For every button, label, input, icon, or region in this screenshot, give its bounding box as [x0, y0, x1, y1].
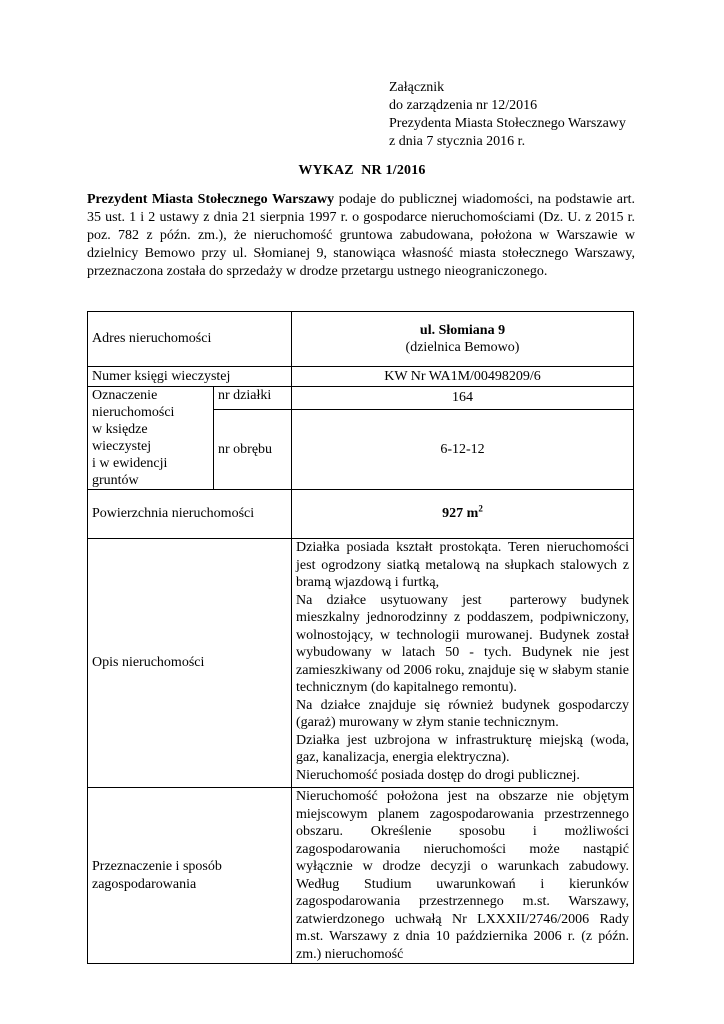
description-paragraph-1: Działka posiada kształt prostokąta. Teren nieruchomości jest ogrodzony siatką metalową na słupkach stalowych z bramą wjazdową i furtką, [296, 540, 629, 590]
description-value [292, 539, 634, 788]
table-row-address [88, 312, 634, 367]
purpose-label-line-1: Przeznaczenie i sposób [92, 859, 222, 874]
land-register-value: KW Nr WA1M/00498209/6 [292, 367, 634, 387]
description-paragraph-2: Na działce usytuowany jest parterowy budynek mieszkalny jednorodzinny z poddaszem, podpiwniczony, wolnostojący, w technologii murowanej. Budynek został wybudowany w latach 50 - tych. Budynek nie jest zamieszkiwany od 2006 roku, znajduje się w słabym stanie technicznym (do kapitalnego remontu). [296, 592, 633, 695]
purpose-value: Nieruchomość położona jest na obszarze nie objętym miejscowym planem zagospodarowania przestrzennego obszaru. Określenie sposobu i możliwości zagospodarowania nieruchomości może nastąpić wyłącznie w drodze decyzji o warunkach zabudowy. Według Studium uwarunkowań i kierunków zagospodarowania przestrzennego m.st. Warszawy, zatwierdzonego uchwałą Nr LXXXII/2746/2006 Rady m.st. Warszawy z dnia 10 października 2006 r. (z późn. zm.) nieruchomość [292, 788, 634, 964]
table-row-area [88, 490, 634, 539]
description-paragraph-4: Działka jest uzbrojona w infrastrukturę miejską (woda, gaz, kanalizacja, energia elektryczna). [296, 732, 629, 765]
intro-lead: Prezydent Miasta Stołecznego Warszawy [87, 192, 335, 207]
description-paragraph-3: Na działce znajduje się również budynek gospodarczy (garaż) murowany w złym stanie technicznym. [296, 697, 629, 730]
designation-label-line-5: gruntów [92, 473, 139, 488]
description-paragraph-5: Nieruchomość posiada dostęp do drogi publicznej. [296, 767, 580, 783]
designation-label-line-4: i w ewidencji [92, 456, 168, 471]
table-row-land-register [88, 367, 634, 387]
land-register-label: Numer księgi wieczystej [88, 367, 292, 387]
address-street: ul. Słomiana 9 [419, 322, 506, 338]
document-title: WYKAZ NR 1/2016 [298, 163, 426, 178]
precinct-value: 6-12-12 [292, 409, 634, 489]
attachment-header [389, 79, 626, 151]
designation-label-line-2: nieruchomości [92, 405, 175, 420]
attachment-line-2: do zarządzenia nr 12/2016 [389, 98, 538, 113]
area-value: 927 m [442, 506, 479, 522]
attachment-line-3: Prezydenta Miasta Stołecznego Warszawy [389, 116, 626, 131]
intro-text: podaje do publicznej wiadomości, na podstawie art. 35 ust. 1 i 2 ustawy z dnia 21 sierpnia 1997 r. o gospodarce nieruchomościami (Dz. U. z 2015 r. poz. 782 z późn. zm.), że nieruchomość gruntowa zabudowana, położona w Warszawie w dzielnicy Bemowo przy ul. Słomianej 9, stanowiąca własność miasta stołecznego Warszawy, przeznaczona została do sprzedaży w drodze przetargu ustnego nieograniczonego. [87, 192, 635, 279]
table-row-plot [88, 387, 634, 410]
plot-label: nr działki [214, 387, 292, 410]
designation-label-line-3: w księdze wieczystej [92, 422, 152, 454]
property-table [87, 311, 634, 964]
address-value [292, 312, 634, 367]
purpose-label [88, 788, 292, 964]
plot-value: 164 [292, 387, 634, 410]
designation-label-line-1: Oznaczenie [92, 388, 158, 403]
description-label: Opis nieruchomości [88, 539, 292, 788]
attachment-line-1: Załącznik [389, 80, 445, 95]
intro-paragraph [87, 191, 635, 281]
address-district: (dzielnica Bemowo) [405, 340, 520, 355]
table-row-purpose [88, 788, 634, 964]
table-row-description [88, 539, 634, 788]
precinct-label: nr obrębu [214, 409, 292, 489]
area-label: Powierzchnia nieruchomości [88, 490, 292, 539]
area-value-cell [292, 490, 634, 539]
attachment-line-4: z dnia 7 stycznia 2016 r. [389, 134, 526, 149]
designation-label [88, 387, 214, 490]
area-unit-superscript: 2 [478, 503, 483, 514]
purpose-label-line-2: zagospodarowania [92, 876, 197, 892]
address-label: Adres nieruchomości [88, 312, 292, 367]
